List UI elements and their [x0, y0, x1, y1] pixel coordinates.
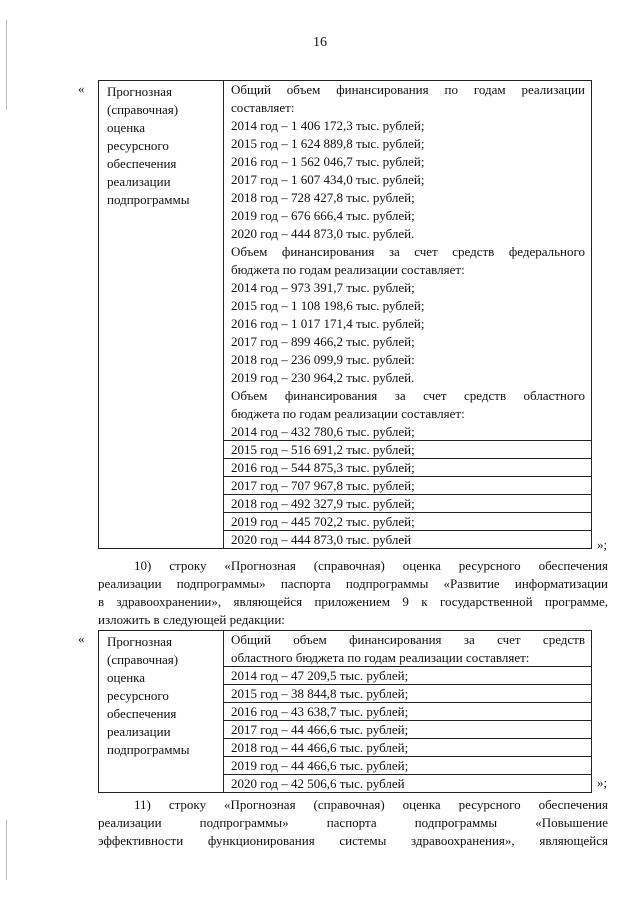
total-financing-year: 2014 год – 1 406 172,3 тыс. рублей;: [231, 118, 425, 133]
paragraph-line: в здравоохранении», являющейся приложением 9 к государственной программе,: [98, 594, 608, 609]
paragraph-line: 11) строку «Прогнозная (справочная) оценка ресурсного обеспечения: [134, 797, 608, 812]
financing-cell: [224, 81, 592, 549]
opening-quote: «: [78, 81, 85, 96]
total-financing-year: 2018 год – 728 427,8 тыс. рублей;: [231, 190, 415, 205]
row-label-line: Прогнозная: [107, 84, 173, 99]
federal-financing-year: 2017 год – 899 466,2 тыс. рублей;: [231, 334, 415, 349]
regional-financing-year: 2020 год – 444 873,0 тыс. рублей: [231, 532, 412, 547]
resource-estimate-table-2: [98, 630, 592, 793]
regional-financing-year: 2016 год – 43 638,7 тыс. рублей;: [224, 703, 591, 721]
row-label-line: реализации: [107, 724, 171, 739]
row-label-line: обеспечения: [107, 156, 177, 171]
regional-financing-intro: Объем финансирования за счет средств областного: [231, 388, 585, 403]
federal-financing-year: 2016 год – 1 017 171,4 тыс. рублей;: [231, 316, 425, 331]
regional-financing-year: 2017 год – 44 466,6 тыс. рублей;: [224, 721, 591, 739]
federal-financing-year: 2018 год – 236 099,9 тыс. рублей:: [231, 352, 415, 367]
paragraph-line: реализации подпрограммы» паспорта подпрограммы «Развитие информатизации: [98, 576, 608, 591]
regional-financing-intro: Общий объем финансирования за счет средств: [231, 632, 585, 647]
total-financing-intro: составляет:: [231, 100, 295, 115]
regional-financing-year: 2018 год – 492 327,9 тыс. рублей;: [224, 495, 591, 513]
total-financing-year: 2016 год – 1 562 046,7 тыс. рублей;: [231, 154, 425, 169]
row-label-line: обеспечения: [107, 706, 177, 721]
row-label-line: ресурсного: [107, 688, 169, 703]
total-financing-year: 2017 год – 1 607 434,0 тыс. рублей;: [231, 172, 425, 187]
row-label-cell: [99, 631, 224, 793]
regional-financing-year: 2019 год – 44 466,6 тыс. рублей;: [224, 757, 591, 775]
row-label-line: подпрограммы: [107, 192, 190, 207]
row-label-line: ресурсного: [107, 138, 169, 153]
regional-financing-intro: бюджета по годам реализации составляет:: [231, 406, 465, 421]
opening-quote: «: [78, 631, 85, 646]
total-financing-year: 2019 год – 676 666,4 тыс. рублей;: [231, 208, 415, 223]
total-financing-year: 2015 год – 1 624 889,8 тыс. рублей;: [231, 136, 425, 151]
row-label-line: подпрограммы: [107, 742, 190, 757]
federal-financing-year: 2014 год – 973 391,7 тыс. рублей;: [231, 280, 415, 295]
regional-financing-year: 2020 год – 42 506,6 тыс. рублей: [231, 776, 405, 791]
paragraph-line: 10) строку «Прогнозная (справочная) оценка ресурсного обеспечения: [134, 558, 608, 573]
paragraph-11: [98, 796, 608, 850]
financing-cell: [224, 631, 592, 793]
federal-financing-intro: бюджета по годам реализации составляет:: [231, 262, 465, 277]
paragraph-10: [98, 557, 608, 629]
closing-quote: »;: [597, 537, 608, 552]
closing-quote: »;: [597, 775, 608, 790]
page-number: 16: [313, 35, 327, 50]
paragraph-line: реализации подпрограммы» паспорта подпрограммы «Повышение: [98, 815, 608, 830]
row-label-line: реализации: [107, 174, 171, 189]
federal-financing-intro: Объем финансирования за счет средств федерального: [231, 244, 585, 259]
row-label-line: оценка: [107, 120, 146, 135]
regional-financing-year: 2018 год – 44 466,6 тыс. рублей;: [224, 739, 591, 757]
paragraph-line: эффективности функционирования системы здравоохранения», являющейся: [98, 833, 608, 848]
total-financing-year: 2020 год – 444 873,0 тыс. рублей.: [231, 226, 415, 241]
regional-financing-year: 2015 год – 38 844,8 тыс. рублей;: [224, 685, 591, 703]
row-label-line: оценка: [107, 670, 146, 685]
regional-financing-year: 2014 год – 47 209,5 тыс. рублей;: [224, 667, 591, 685]
regional-financing-year: 2019 год – 445 702,2 тыс. рублей;: [224, 513, 591, 531]
regional-financing-year: 2017 год – 707 967,8 тыс. рублей;: [224, 477, 591, 495]
total-financing-intro: Общий объем финансирования по годам реализации: [231, 82, 585, 97]
scan-edge-mark: [6, 820, 7, 880]
resource-estimate-table-1: [98, 80, 592, 549]
row-label-line: Прогнозная: [107, 634, 173, 649]
paragraph-line: изложить в следующей редакции:: [98, 612, 285, 627]
federal-financing-year: 2019 год – 230 964,2 тыс. рублей.: [231, 370, 415, 385]
row-label-line: (справочная): [107, 102, 179, 117]
regional-financing-year: 2014 год – 432 780,6 тыс. рублей;: [224, 423, 591, 441]
regional-financing-year: 2015 год – 516 691,2 тыс. рублей;: [224, 441, 591, 459]
regional-financing-intro: областного бюджета по годам реализации составляет:: [224, 649, 591, 667]
row-label-line: (справочная): [107, 652, 179, 667]
federal-financing-year: 2015 год – 1 108 198,6 тыс. рублей;: [231, 298, 425, 313]
regional-financing-year: 2016 год – 544 875,3 тыс. рублей;: [224, 459, 591, 477]
row-label-cell: [99, 81, 224, 549]
